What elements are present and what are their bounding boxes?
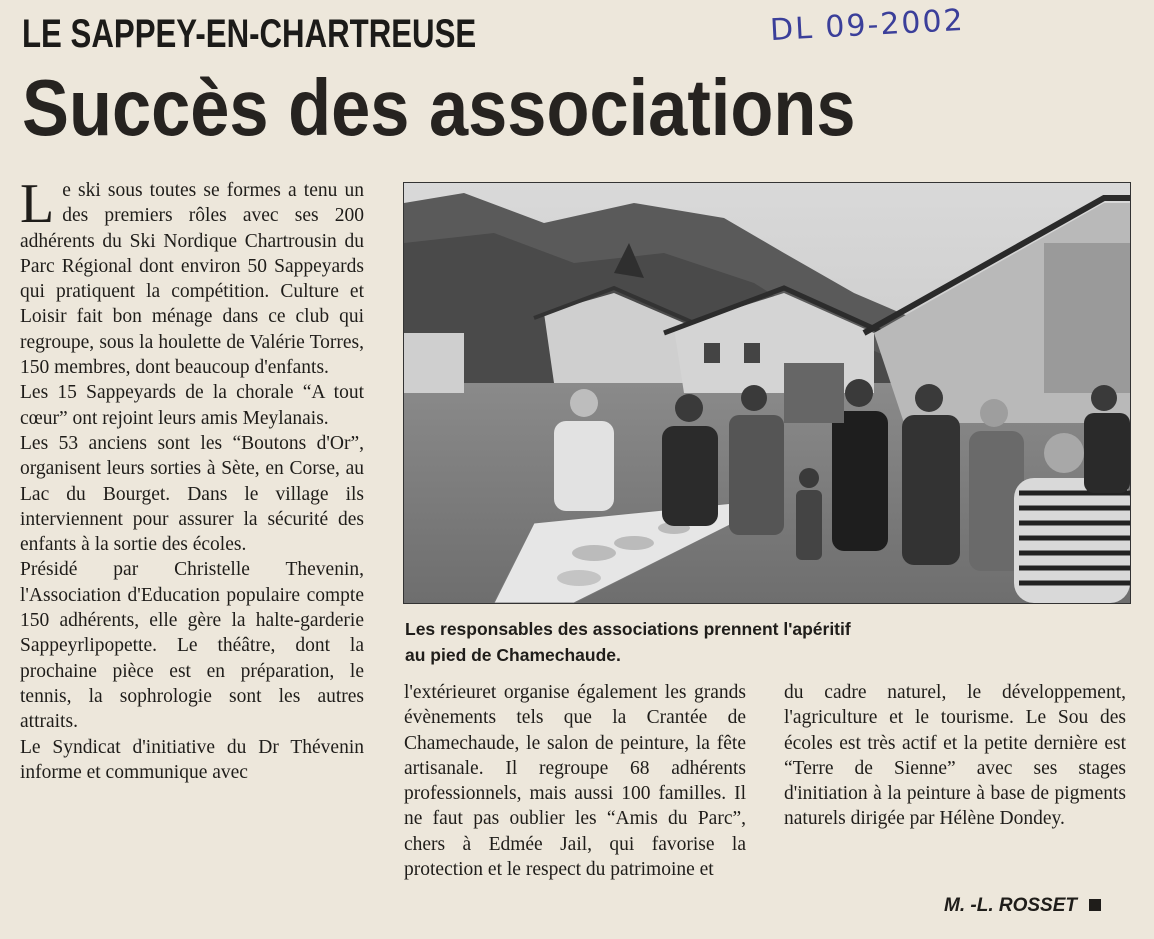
byline (944, 895, 1101, 917)
dropcap: L (20, 173, 55, 235)
article-column-1 (20, 173, 364, 785)
caption-line-2: au pied de Chamechaude. (405, 645, 621, 665)
headline: Succès des associations (22, 63, 856, 152)
paragraph: Les 53 anciens sont les “Boutons d'Or”, organisent leurs sorties à Sète, en Corse, au Lac du Bourget. Dans le village ils interviennent pour assurer la sécurité des enfants à la sortie des écoles. (20, 432, 364, 556)
photo-associations-aperitif (403, 182, 1131, 604)
paragraph: Présidé par Christelle Thevenin, l'Association d'Education populaire compte 150 adhérents, elle gère la halte-garderie Sappeyrlipopette. Le théâtre, dont la prochaine pièce est en préparation, le tennis, la sophrologie sont les autres attraits. (20, 559, 364, 733)
paragraph: Le Syndicat d'initiative du Dr Thévenin informe et communique avec (20, 736, 364, 783)
article-column-3 (784, 680, 1126, 832)
photo-caption (405, 616, 1125, 668)
handwritten-date-stamp: DL 09-2002 (769, 2, 966, 49)
caption-line-1: Les responsables des associations prennent l'apéritif (405, 619, 851, 639)
paragraph: l'extérieuret organise également les grands évènements tels que la Crantée de Chamechaude, le salon de peinture, la fête artisanale. Il regroupe 68 adhérents professionnels, mais aussi 100 familles. Il ne faut pas oublier les “Amis du Parc”, chers à Edmée Jail, qui favorise la protection et le respect du patrimoine et (404, 682, 746, 881)
paragraph: du cadre naturel, le développement, l'agriculture et le tourisme. Le Sou des écoles est très actif et la petite dernière est “Terre de Sienne” avec ses stages d'initiation à la peinture à base de pigments naturels dirigée par Hélène Dondey. (784, 682, 1126, 830)
paragraph: e ski sous toutes se formes a tenu un des premiers rôles avec ses 200 adhérents du Ski Nordique Chartrousin du Parc Régional dont environ 50 Sappeyards qui pratiquent la compétition. Culture et Loisir fait bon ménage dans ce club qui regroupe, sous la houlette de Valérie Torres, 150 membres, dont beaucoup d'enfants. (20, 180, 364, 379)
byline-author: M. -L. ROSSET (944, 895, 1077, 916)
kicker-location: LE SAPPEY-EN-CHARTREUSE (22, 12, 477, 56)
article-column-2 (404, 680, 746, 882)
end-mark-icon (1089, 899, 1101, 911)
paragraph: Les 15 Sappeyards de la chorale “A tout cœur” ont rejoint leurs amis Meylanais. (20, 382, 364, 429)
